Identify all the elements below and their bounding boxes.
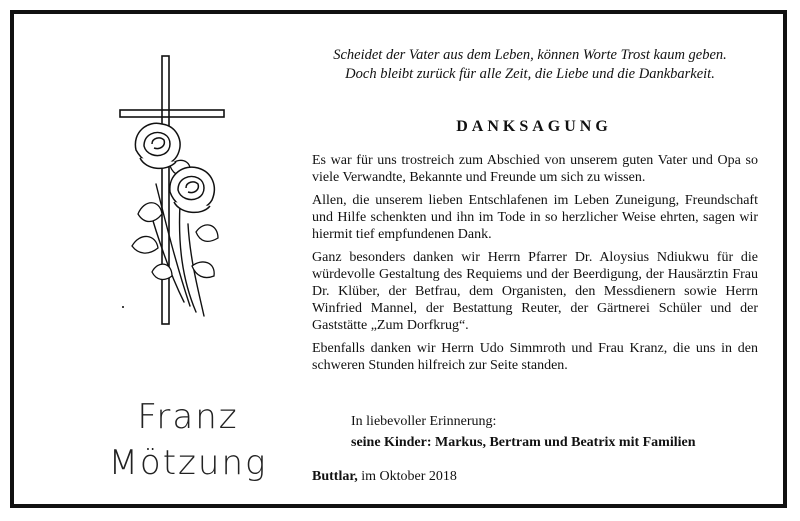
date: im Oktober 2018: [361, 469, 457, 484]
first-name: Franz: [137, 397, 239, 437]
cross-with-roses-icon: [118, 54, 226, 326]
motto-line-1: Scheidet der Vater aus dem Leben, können Worte Trost kaum geben.: [333, 47, 727, 63]
thanks-text: [312, 152, 758, 380]
deceased-name: [88, 394, 288, 486]
notice-frame: [10, 10, 787, 508]
motto-line-2: Doch bleibt zurück für alle Zeit, die Liebe und die Dankbarkeit.: [345, 66, 715, 82]
last-name: Mötzung: [108, 443, 268, 483]
motto: [306, 46, 754, 84]
town: Buttlar,: [312, 469, 358, 484]
closing: [351, 411, 771, 453]
heading: DANKSAGUNG: [456, 118, 612, 135]
paragraph-3: Ganz besonders danken wir Herrn Pfarrer Dr. Aloysius Ndiukwu für die würdevolle Gestaltung des Requiems und der Beerdigung, der Hausärztin Frau Dr. Klüber, der Betfrau, dem Organisten, den Messdienern sowie Herrn Winfried Mannel, der Bestattung Reuter, der Gärtnerei Schüler und der Gaststätte „Zum Dorfkrug“.: [312, 250, 758, 333]
remembrance-line: In liebevoller Erinnerung:: [351, 414, 497, 429]
paragraph-1: Es war für uns trostreich zum Abschied von unserem guten Vater und Opa so viele Verwandte, Bekannte und Freunde um sich zu wissen.: [312, 153, 758, 185]
paragraph-4: Ebenfalls danken wir Herrn Udo Simmroth und Frau Kranz, die uns in den schweren Stunden hilfreich zur Seite standen.: [312, 341, 758, 373]
paragraph-2: Allen, die unserem lieben Entschlafenen im Leben Zuneigung, Freundschaft und Hilfe schenkten und ihn im Tode in so herzlicher Weise ehrten, sagen wir hiermit tief empfundenen Dank.: [312, 193, 758, 242]
family-line: seine Kinder: Markus, Bertram und Beatrix mit Familien: [351, 435, 696, 450]
place-date: [312, 469, 457, 485]
speck: [122, 306, 124, 308]
